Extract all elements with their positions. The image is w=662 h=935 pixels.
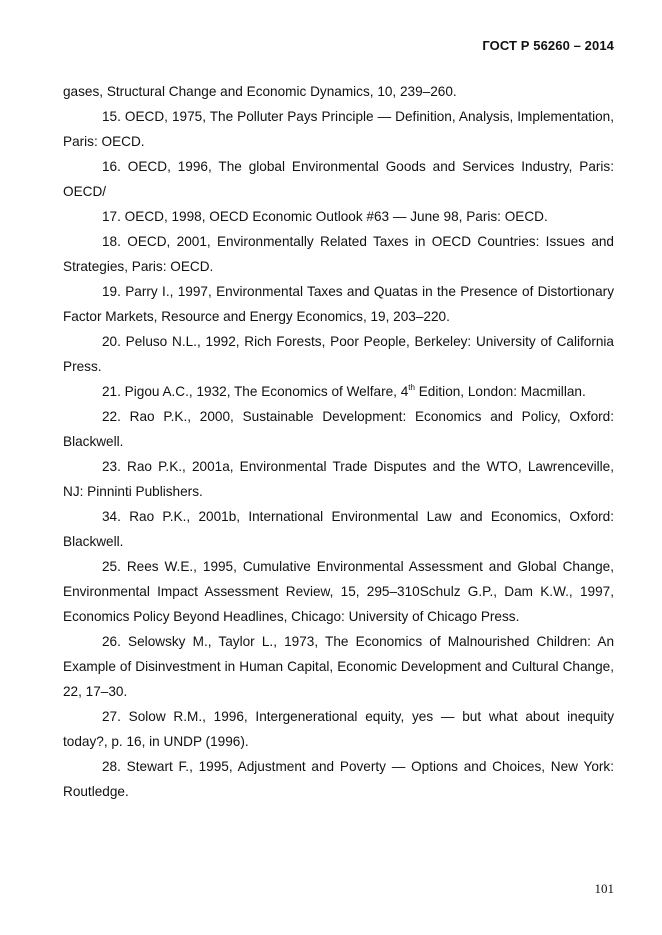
reference-text-after: Edition, London: Macmillan. [414, 384, 586, 399]
reference-list [63, 79, 614, 804]
reference-item: 34. Rao P.K., 2001b, International Environmental Law and Economics, Oxford: Blackwell. [63, 509, 614, 549]
reference-item: 23. Rao P.K., 2001a, Environmental Trade Disputes and the WTO, Lawrenceville, NJ: Pinninti Publishers. [63, 459, 614, 499]
reference-item: 25. Rees W.E., 1995, Cumulative Environmental Assessment and Global Change, Environmental Impact Assessment Review, 15, 295–310Schulz G.P., Dam K.W., 1997, Economics Policy Beyond Headlines, Chicago: University of Chicago Press. [63, 559, 614, 624]
reference-item: 18. OECD, 2001, Environmentally Related Taxes in OECD Countries: Issues and Strategies, Paris: OECD. [63, 234, 614, 274]
reference-item: 22. Rao P.K., 2000, Sustainable Development: Economics and Policy, Oxford: Blackwell. [63, 409, 614, 449]
page-header-standard-id: ГОСТ Р 56260 – 2014 [482, 38, 614, 53]
reference-item: 17. OECD, 1998, OECD Economic Outlook #63 — June 98, Paris: OECD. [102, 209, 548, 224]
reference-item: 28. Stewart F., 1995, Adjustment and Poverty — Options and Choices, New York: Routledge. [63, 759, 614, 799]
reference-item: 26. Selowsky M., Taylor L., 1973, The Economics of Malnourished Children: An Example of Disinvestment in Human Capital, Economic Development and Cultural Change, 22, 17–30. [63, 634, 614, 699]
reference-item: 19. Parry I., 1997, Environmental Taxes and Quatas in the Presence of Distortionary Factor Markets, Resource and Energy Economics, 19, 203–220. [63, 284, 614, 324]
reference-item-pigou [63, 379, 614, 404]
reference-item: 20. Peluso N.L., 1992, Rich Forests, Poor People, Berkeley: University of California Press. [63, 334, 614, 374]
reference-text-before: 21. Pigou A.C., 1932, The Economics of Welfare, 4 [102, 384, 409, 399]
reference-item: 16. OECD, 1996, The global Environmental Goods and Services Industry, Paris: OECD/ [63, 159, 614, 199]
page-number: 101 [594, 881, 614, 896]
reference-continuation: gases, Structural Change and Economic Dynamics, 10, 239–260. [63, 84, 457, 99]
reference-item: 27. Solow R.M., 1996, Intergenerational equity, yes — but what about inequity today?, p. 16, in UNDP (1996). [63, 709, 614, 749]
ordinal-superscript: th [408, 383, 415, 392]
reference-item: 15. OECD, 1975, The Polluter Pays Principle — Definition, Analysis, Implementation, Paris: OECD. [63, 109, 614, 149]
